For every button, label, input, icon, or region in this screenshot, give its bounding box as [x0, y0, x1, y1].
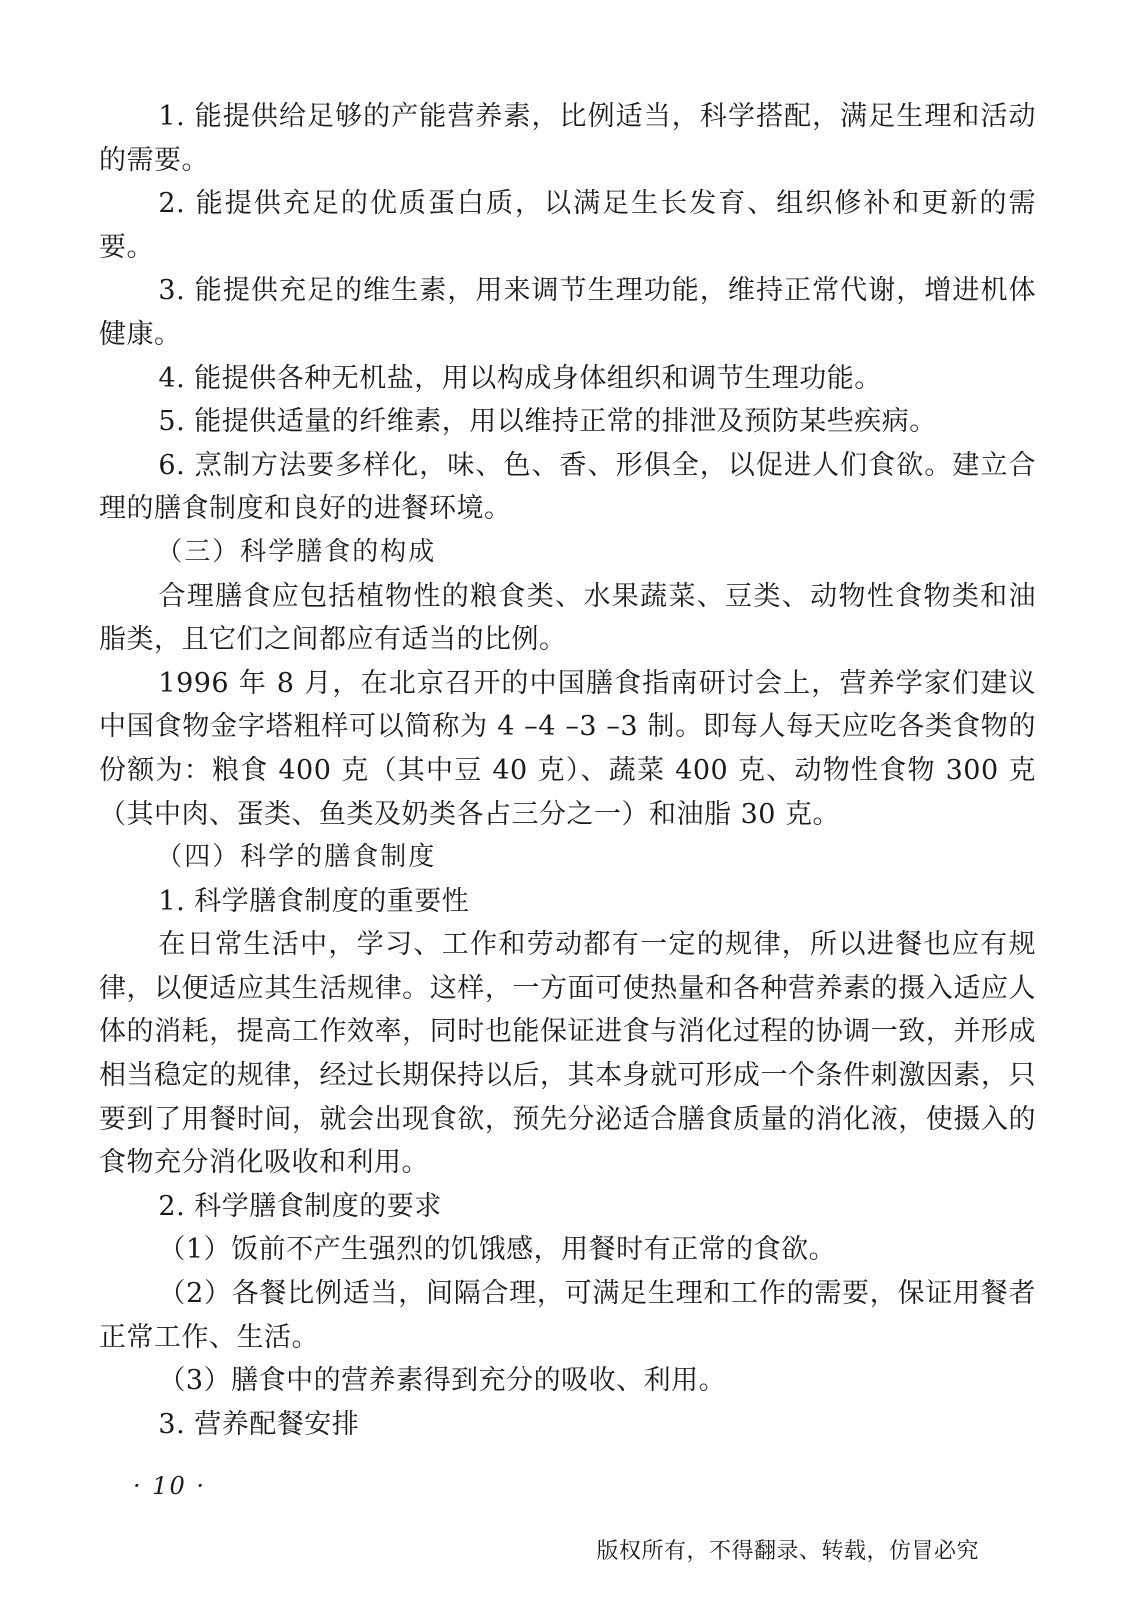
page-number: · 10 · [133, 1472, 207, 1500]
section-heading-4: （四）科学的膳食制度 [156, 842, 437, 873]
subheading-requirements: 2. 科学膳食制度的要求 [158, 1190, 442, 1222]
requirement-item-3: （3）膳食中的营养素得到充分的吸收、利用。 [158, 1365, 727, 1397]
paragraph-importance: 在日常生活中，学习、工作和劳动都有一定的规律，所以进餐也应有规律，以便适应其生活规律。这样，一方面可使热量和各种营养素的摄入适应人体的消耗，提高工作效率，同时也能保证进食与消化过程的协调一致，并形成相当稳定的规律，经过长期保持以后，其本身就可形成一个条件刺激因素，只要到了用餐时间，就会出现食欲，预先分泌适合膳食质量的消化液，使摄入的食物充分消化吸收和利用。 [99, 929, 1036, 1179]
requirement-item-1: （1）饭前不产生强烈的饥饿感，用餐时有正常的食欲。 [158, 1234, 837, 1266]
subheading-importance: 1. 科学膳食制度的重要性 [158, 885, 470, 917]
list-item-2: 2. 能提供充足的优质蛋白质，以满足生长发育、组织修补和更新的需要。 [99, 188, 1036, 263]
list-item-6: 6. 烹制方法要多样化，味、色、香、形俱全，以促进人们食欲。建立合理的膳食制度和良好的进餐环境。 [99, 449, 1036, 525]
subheading-meal-arrangement: 3. 营养配餐安排 [158, 1408, 360, 1440]
paragraph-diet-composition: 合理膳食应包括植物性的粮食类、水果蔬菜、豆类、动物性食物类和油脂类，且它们之间都应有适当的比例。 [99, 580, 1036, 656]
copyright-notice: 版权所有，不得翻录、转载，仿冒必究 [596, 1539, 979, 1564]
list-item-4: 4. 能提供各种无机盐，用以构成身体组织和调节生理功能。 [158, 362, 882, 394]
page-body [99, 95, 1036, 1446]
list-item-1: 1. 能提供给足够的产能营养素，比例适当，科学搭配，满足生理和活动的需要。 [99, 101, 1036, 176]
list-item-5: 5. 能提供适量的纤维素，用以维持正常的排泄及预防某些疾病。 [158, 406, 937, 438]
requirement-item-2: （2）各餐比例适当，间隔合理，可满足生理和工作的需要，保证用餐者正常工作、生活。 [99, 1278, 1036, 1353]
section-heading-3: （三）科学膳食的构成 [156, 536, 437, 567]
list-item-3: 3. 能提供充足的维生素，用来调节生理功能，维持正常代谢，增进机体健康。 [99, 275, 1036, 350]
paragraph-food-pyramid: 1996 年 8 月，在北京召开的中国膳食指南研讨会上，营养学家们建议中国食物金字塔粗样可以简称为 4 –4 –3 –3 制。即每人每天应吃各类食物的份额为：粮食 400 克（其中豆 40 克）、蔬菜 400 克、动物性食物 300 克（其中肉、蛋类、鱼类及奶类各占三分之一）和油脂 30 克。 [99, 667, 1036, 830]
